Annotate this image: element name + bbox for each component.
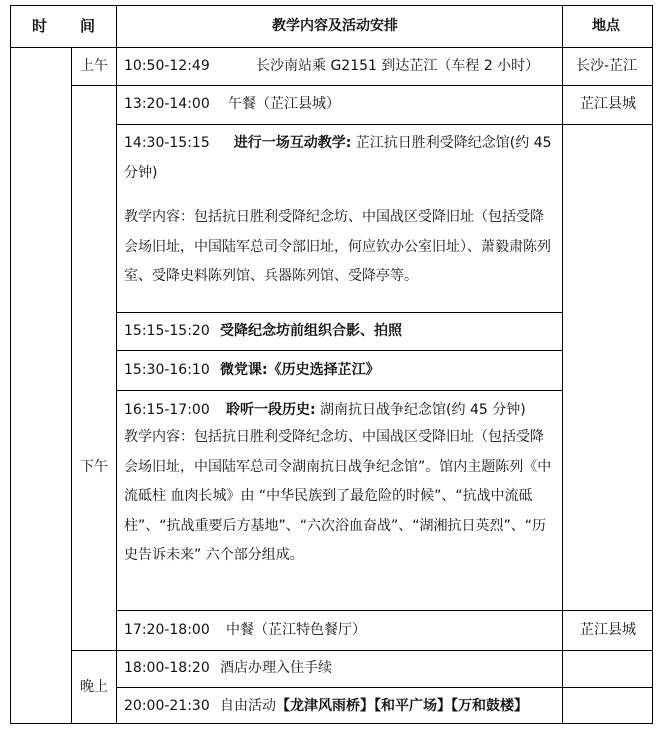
row-time: 10:50-12:49 [124,58,210,74]
row-text: 自由活动 [220,698,276,714]
row-time: 18:00-18:20 [124,660,210,676]
header-time-left: 时 [32,17,48,35]
header-time-right: 间 [80,17,96,35]
row-time: 15:30-16:10 [124,362,210,378]
row-time: 16:15-17:00 [124,402,210,418]
row-text: 午餐（芷江县城） [228,96,340,112]
row-text: 酒店办理入住手续 [220,660,332,676]
row-title: 受降纪念坊前组织合影、拍照 [220,323,402,339]
row-text: 中餐（芷江特色餐厅） [226,622,366,638]
row-text-line [220,696,528,716]
header-content: 教学内容及活动安排 [272,18,398,34]
row-bold-tail: 【龙津风雨桥】【和平广场】【万和鼓楼】 [276,698,528,714]
row-location: 长沙-芷江 [576,58,638,74]
row-detail: 教学内容：包括抗日胜利受降纪念坊、中国战区受降旧址（包括受降会场旧址，中国陆军总司令湖南抗日战争纪念馆”。馆内主题陈列《中流砥柱 血肉长城》由 “中华民族到了最危险的时候”、“抗战中流砥柱”、“抗战重要后方基地”、“六次浴血奋战”、“湖湘抗日英烈”、“历史告诉未来” 六个部分组成。 [124,429,552,563]
row-location: 芷江县城 [580,96,636,112]
row-text: 湖南抗日战争纪念馆(约 45 分钟) [315,402,526,418]
period-afternoon: 下午 [80,459,108,475]
row-time: 15:15-15:20 [124,323,210,339]
row-text: 芷江抗日胜利受降纪念馆(约 45 分钟) [124,135,552,181]
row-title-line [226,400,526,420]
row-title: 进行一场互动教学: [233,135,352,151]
period-morning: 上午 [80,58,108,74]
row-detail: 教学内容：包括抗日胜利受降纪念坊、中国战区受降旧址（包括受降会场旧址，中国陆军总司令部旧址，何应钦办公室旧址）、萧毅肃陈列室、受降史料陈列馆、兵器陈列馆、受降亭等。 [124,209,551,284]
row-text: 长沙南站乘 G2151 到达芷江（车程 2 小时） [256,58,540,74]
row-title: 微党课:《历史选择芷江》 [220,362,380,378]
header-location: 地点 [592,18,620,34]
period-evening: 晚上 [80,679,108,695]
row-block [124,129,554,188]
row-time: 20:00-21:30 [124,698,210,714]
row-title: 聆听一段历史: [226,402,316,418]
row-location: 芷江县城 [580,622,636,638]
row-time: 14:30-15:15 [124,135,210,151]
row-time: 17:20-18:00 [124,622,210,638]
row-time: 13:20-14:00 [124,96,210,112]
